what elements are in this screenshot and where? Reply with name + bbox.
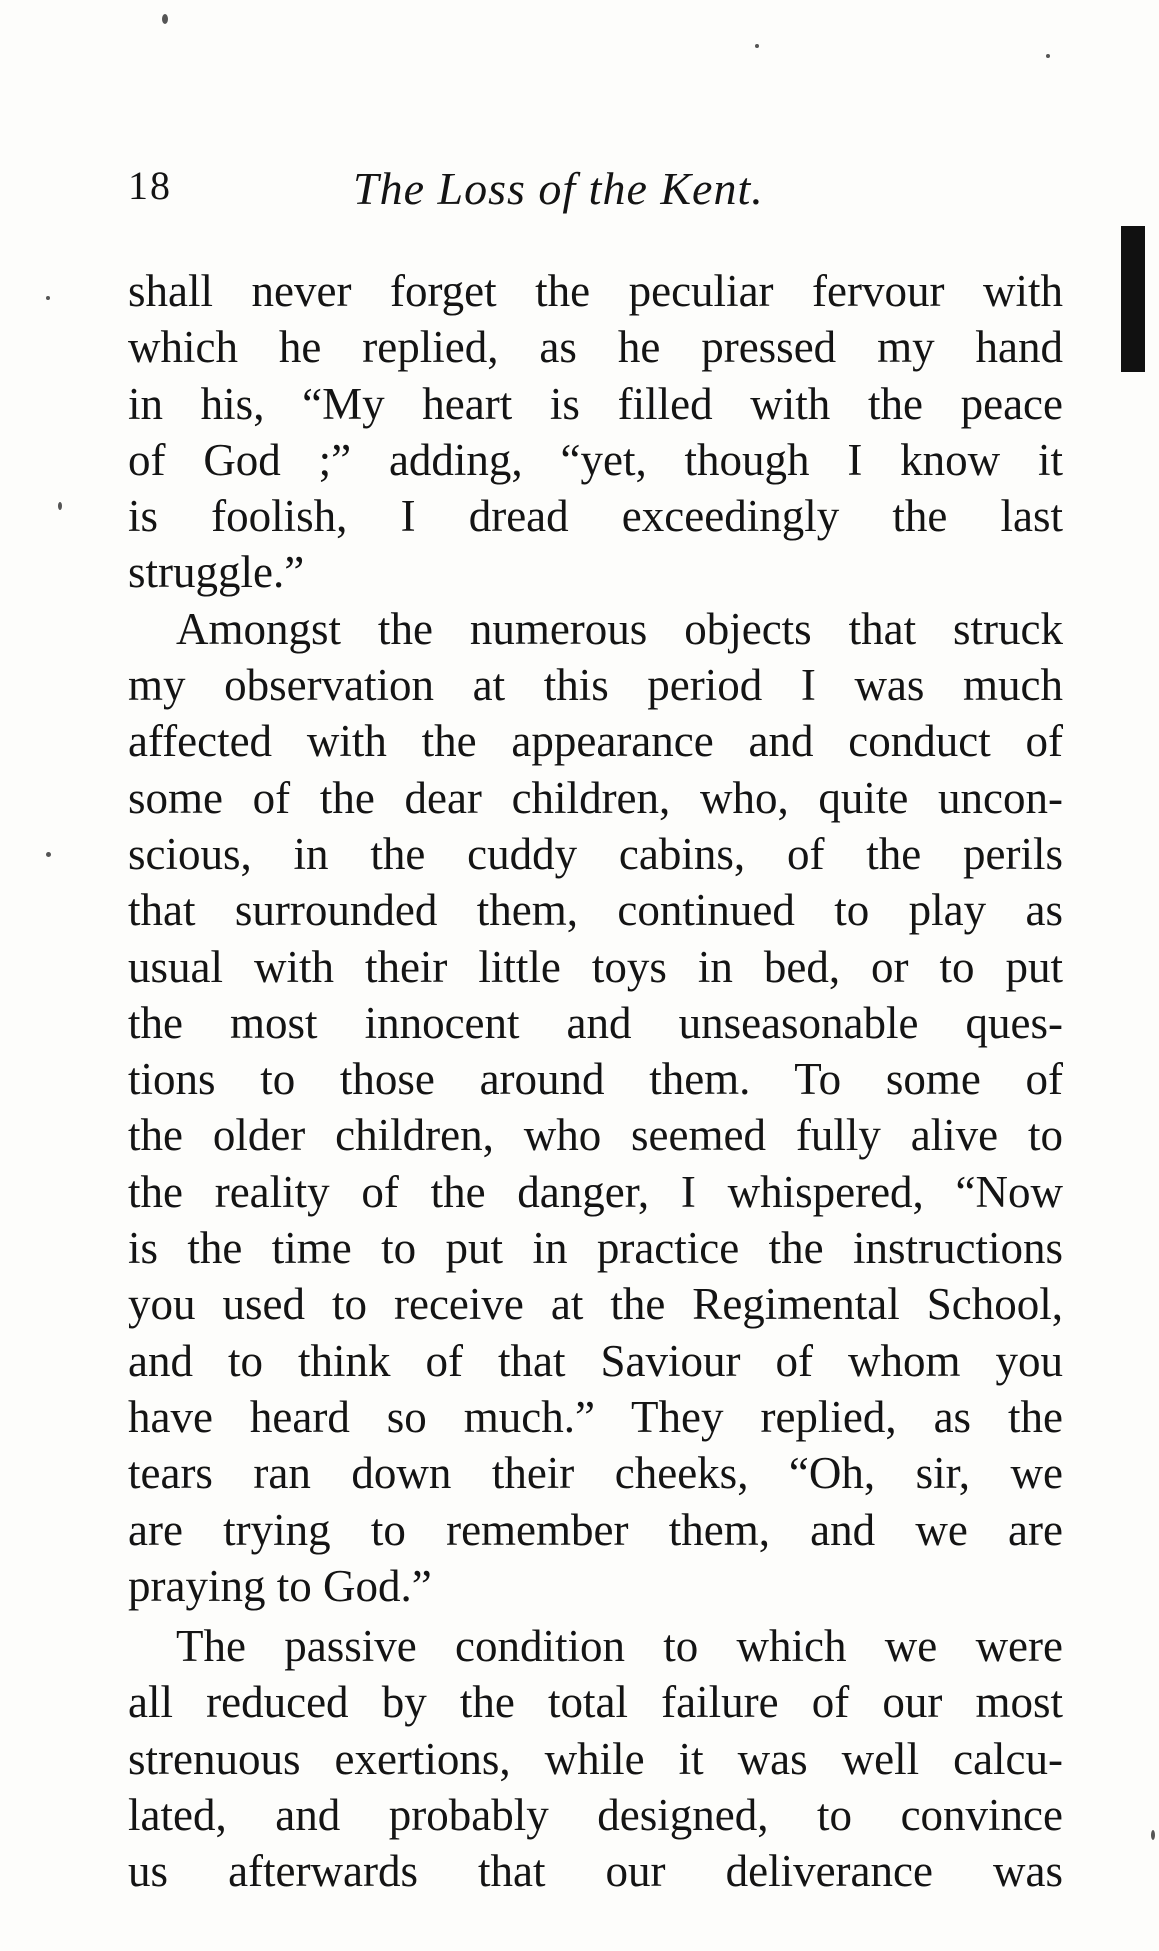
body-text [128,263,1063,1900]
text-line: you used to receive at the Regimental School, [128,1279,1063,1330]
text-line: strenuous exertions, while it was well calcu- [128,1733,1063,1784]
ink-speck [46,296,50,300]
text-line: tears ran down their cheeks, “Oh, sir, we [128,1448,1063,1499]
text-line: all reduced by the total failure of our most [128,1677,1063,1728]
ink-speck [162,14,168,24]
text-line: usual with their little toys in bed, or to put [128,941,1063,992]
running-head [128,162,1068,222]
text-line: struggle.” [128,547,305,598]
page-number: 18 [128,163,172,208]
text-line: some of the dear children, who, quite uncon- [128,772,1063,823]
text-line: which he replied, as he pressed my hand [128,322,1063,373]
text-line: affected with the appearance and conduct of [128,716,1063,767]
text-line: Amongst the numerous objects that struck [176,603,1063,654]
text-line: have heard so much.” They replied, as the [128,1391,1063,1442]
text-line: the reality of the danger, I whispered, “Now [128,1166,1063,1217]
text-line: us afterwards that our deliverance was [128,1846,1063,1897]
text-line: lated, and probably designed, to convince [128,1790,1063,1841]
text-line: in his, “My heart is filled with the peace [128,378,1063,429]
ink-speck [755,44,759,48]
ink-speck [1151,1830,1155,1840]
text-line: The passive condition to which we were [176,1621,1063,1672]
text-line: is foolish, I dread exceedingly the last [128,491,1063,542]
text-line: that surrounded them, continued to play as [128,885,1063,936]
ink-speck [46,852,51,857]
text-line: tions to those around them. To some of [128,1054,1063,1105]
text-line: are trying to remember them, and we are [128,1504,1063,1555]
running-title: The Loss of the Kent. [353,163,764,214]
text-line: is the time to put in practice the instructions [128,1223,1063,1274]
text-line: the most innocent and unseasonable ques- [128,997,1063,1048]
text-line: my observation at this period I was much [128,660,1063,711]
text-line: shall never forget the peculiar fervour with [128,266,1063,316]
text-line: of God ;” adding, “yet, though I know it [128,434,1063,485]
ink-speck [58,502,62,510]
margin-ink-mark [1121,226,1145,372]
text-line: the older children, who seemed fully alive to [128,1110,1063,1161]
text-line: and to think of that Saviour of whom you [128,1335,1063,1386]
text-line: scious, in the cuddy cabins, of the perils [128,828,1063,879]
ink-speck [1046,54,1050,58]
text-line: praying to God.” [128,1560,432,1611]
